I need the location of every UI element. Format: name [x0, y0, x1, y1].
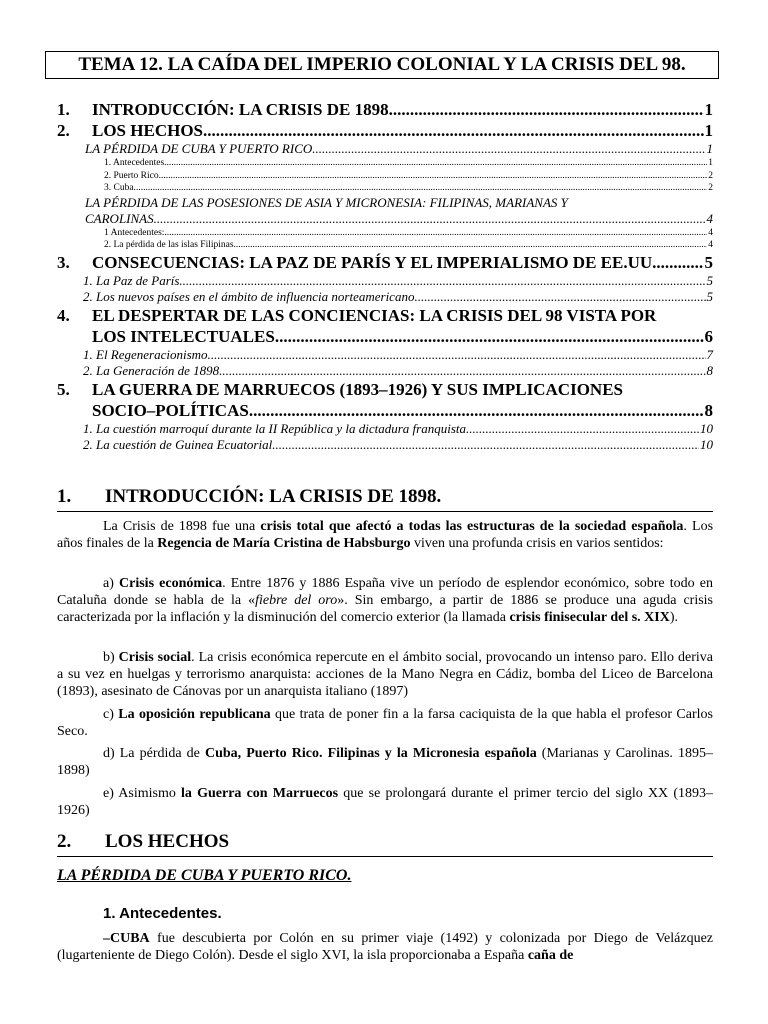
toc-page: 5: [706, 288, 713, 304]
section-2-rule: [57, 856, 713, 857]
section-number: 1.: [57, 486, 72, 507]
toc-entry-2b1[interactable]: [57, 227, 713, 240]
crisis-economica-paragraph: a) Crisis económica. Entre 1876 y 1886 España vive un período de esplendor económico, sobre todo en Cataluña donde se habla de la «fiebre del oro». Sin embargo, a partir de 1886 se produce una aguda crisis caracterizada por la inflación y la disminución del comercio exterior (la llamada crisis finisecular del s. XIX).: [57, 576, 714, 625]
section-number: 2.: [57, 831, 72, 852]
toc-label: 1 Antecedentes:: [104, 227, 165, 238]
toc-label: SOCIO–POLÍTICAS: [92, 400, 249, 420]
subheading-antecedentes: 1. Antecedentes.: [103, 905, 222, 922]
toc-entry-2a[interactable]: [57, 141, 713, 157]
toc-entry-5-line1[interactable]: [57, 379, 713, 400]
toc-entry-2b[interactable]: [57, 211, 713, 227]
cuba-paragraph: –CUBA fue descubierta por Colón en su primer viaje (1492) y colonizada por Diego de Velázquez (lugarteniente de Diego Colón). Desde el siglo XVI, la isla proporcionaba a España caña de: [57, 931, 713, 963]
toc-page: 8: [706, 362, 713, 378]
toc-entry-2b2[interactable]: [57, 239, 713, 252]
toc-page: 2: [708, 183, 713, 193]
toc-page: 7: [706, 346, 713, 362]
toc-page: 4: [706, 210, 713, 226]
section-title: LOS HECHOS: [105, 831, 230, 852]
toc-label: 2. La cuestión de Guinea Ecuatorial.: [83, 436, 276, 452]
toc-entry-4b[interactable]: [57, 363, 713, 379]
toc-page: 10: [700, 436, 713, 452]
toc-number: 4.: [57, 305, 70, 325]
section-2-heading: [57, 831, 229, 853]
guerra-marruecos-paragraph: e) Asimismo la Guerra con Marruecos que se prolongará durante el primer tercio del siglo XX (1893–1926): [57, 786, 714, 818]
toc-label: LA PÉRDIDA DE CUBA Y PUERTO RICO.: [85, 141, 316, 156]
oposicion-republicana-paragraph: c) La oposición republicana que trata de poner fin a la farsa caciquista de la que habla el profesor Carlos Seco.: [57, 707, 713, 739]
toc-label: 2. Puerto Rico: [104, 170, 159, 181]
section-1-heading: [57, 486, 441, 508]
toc-number: 1.: [57, 100, 70, 119]
toc-number: 2.: [57, 121, 70, 140]
toc-entry-2b-line1[interactable]: LA PÉRDIDA DE LAS POSESIONES DE ASIA Y MICRONESIA: FILIPINAS, MARIANAS Y: [85, 194, 568, 210]
toc-label: INTRODUCCIÓN: LA CRISIS DE 1898.: [92, 100, 393, 119]
toc-number: 3.: [57, 252, 70, 272]
toc-page: 1: [706, 141, 713, 156]
toc-label: 2. La Generación de 1898.: [83, 362, 223, 378]
toc-label: 2. Los nuevos países en el ámbito de influencia norteamericano.: [83, 288, 418, 304]
toc-page: 2: [708, 170, 713, 181]
toc-page: 5: [706, 272, 713, 288]
toc-page: 5: [704, 252, 713, 272]
toc-label: LA GUERRA DE MARRUECOS (1893–1926) Y SUS IMPLICACIONES: [92, 379, 623, 399]
toc-label: 1. La cuestión marroquí durante la II República y la dictadura franquista.: [83, 420, 470, 436]
toc-entry-2a2[interactable]: [57, 170, 713, 183]
toc-page: 1: [708, 158, 713, 168]
toc-label: LOS INTELECTUALES.: [92, 326, 280, 346]
toc-label: 3. Cuba.: [104, 183, 136, 193]
section-1-rule: [57, 511, 713, 512]
toc-label: CAROLINAS: [85, 210, 154, 226]
intro-paragraph: La Crisis de 1898 fue una crisis total que afectó a todas las estructuras de la sociedad española. Los años finales de la Regencia de María Cristina de Habsburgo viven una profunda crisis en varios sentidos:: [57, 519, 714, 551]
perdida-colonias-paragraph: d) La pérdida de Cuba, Puerto Rico. Filipinas y la Micronesia española (Marianas y Carolinas. 1895–1898): [57, 746, 713, 778]
toc-entry-5b[interactable]: [57, 437, 713, 453]
toc-page: 4: [708, 227, 713, 238]
toc-page: 1: [704, 121, 713, 140]
toc-entry-3b[interactable]: [57, 289, 713, 305]
toc-label: CONSECUENCIAS: LA PAZ DE PARÍS Y EL IMPERIALISMO DE EE.UU.: [92, 252, 657, 272]
toc-page: 8: [704, 400, 713, 420]
toc-entry-2[interactable]: [57, 120, 713, 141]
section-title: INTRODUCCIÓN: LA CRISIS DE 1898.: [105, 486, 442, 507]
toc-page: 6: [704, 326, 713, 346]
toc-page: 10: [700, 420, 713, 436]
toc-entry-5[interactable]: [57, 400, 713, 421]
subsection-cuba-puerto-rico: LA PÉRDIDA DE CUBA Y PUERTO RICO.: [57, 867, 352, 884]
toc-label: 1. Antecedentes.: [104, 158, 167, 168]
toc-label: 2. La pérdida de las islas Filipinas: [104, 240, 234, 250]
toc-entry-4-line1[interactable]: [57, 305, 713, 326]
toc-entry-4a[interactable]: [57, 347, 713, 363]
toc-entry-5a[interactable]: [57, 421, 713, 437]
toc-label: 1. La Paz de París.: [83, 272, 183, 288]
table-of-contents: [57, 99, 713, 453]
toc-entry-2a1[interactable]: [57, 157, 713, 170]
toc-entry-3[interactable]: [57, 252, 713, 273]
toc-number: 5.: [57, 379, 70, 399]
toc-label: LOS HECHOS: [92, 121, 204, 140]
toc-entry-4[interactable]: [57, 326, 713, 347]
crisis-social-paragraph: b) Crisis social. La crisis económica repercute en el ámbito social, provocando un intenso paro. Ello deriva a su vez en huelgas y terrorismo anarquista: acciones de la Mano Negra en Cádiz, bomba del Liceo de Barcelona (1893), asesinato de Cánovas por un anarquista italiano (1897): [57, 650, 713, 699]
toc-entry-3a[interactable]: [57, 273, 713, 289]
toc-label: 1. El Regeneracionismo.: [83, 346, 211, 362]
toc-entry-1[interactable]: [57, 99, 713, 120]
toc-page: 1: [704, 100, 713, 119]
toc-entry-2a3[interactable]: [57, 182, 713, 195]
document-title: TEMA 12. LA CAÍDA DEL IMPERIO COLONIAL Y LA CRISIS DEL 98.: [45, 51, 719, 79]
toc-label: EL DESPERTAR DE LAS CONCIENCIAS: LA CRISIS DEL 98 VISTA POR: [92, 305, 657, 325]
toc-page: 4: [708, 240, 713, 250]
